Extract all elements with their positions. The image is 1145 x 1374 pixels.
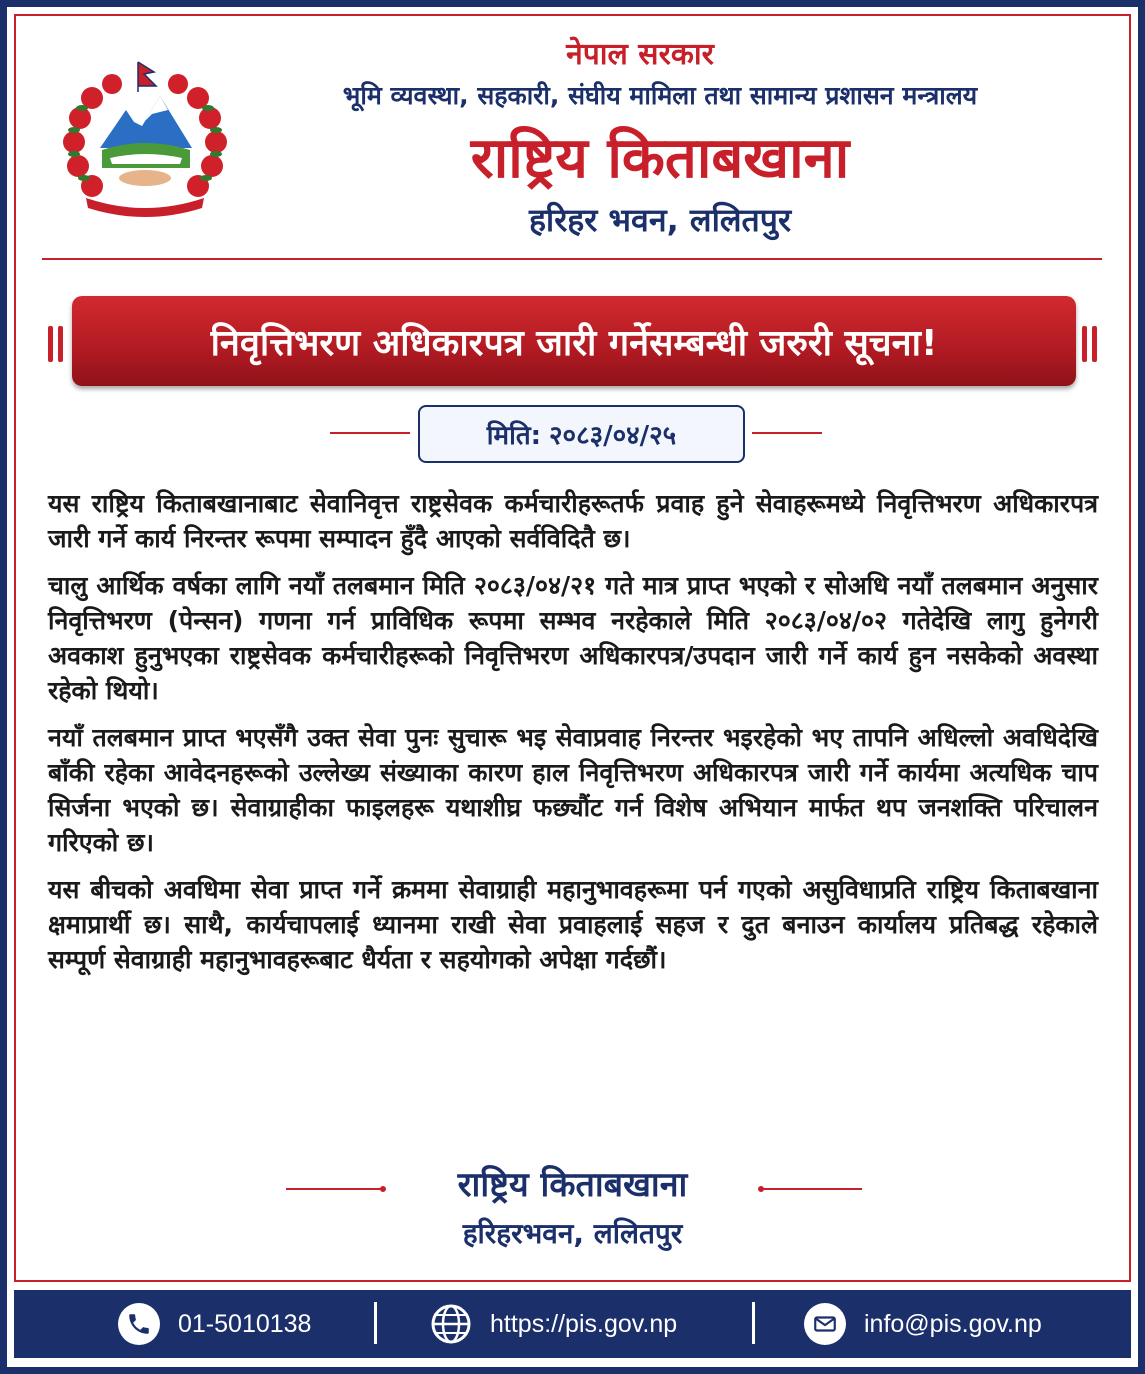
notice-title: निवृत्तिभरण अधिकारपत्र जारी गर्नेसम्बन्धी जरुरी सूचना! xyxy=(210,322,938,364)
signature-address: हरिहरभवन, ललितपुर xyxy=(462,1217,683,1250)
phone-icon xyxy=(118,1303,160,1345)
phone-number: 01-5010138 xyxy=(178,1309,312,1338)
date-box xyxy=(418,405,745,463)
banner-left-tick xyxy=(58,326,63,362)
contact-footer xyxy=(14,1290,1131,1358)
banner-right-tick xyxy=(1082,326,1087,362)
mail-icon xyxy=(804,1303,846,1345)
ministry-name: भूमि व्यवस्था, सहकारी, संघीय मामिला तथा सामान्य प्रशासन मन्त्रालय xyxy=(342,81,978,110)
notice-body xyxy=(48,486,1098,989)
footer-separator xyxy=(374,1302,377,1344)
banner-left-tick xyxy=(48,326,53,362)
globe-icon xyxy=(430,1303,472,1345)
office-name: राष्ट्रिय किताबखाना xyxy=(470,126,850,191)
body-paragraph: नयाँ तलबमान प्राप्त भएसँगै उक्त सेवा पुनः सुचारू भइ सेवाप्रवाह निरन्तर भइरहेको भए तापनि अधिल्लो अवधिदेखि बाँकी रहेका आवेदनहरूको उल्लेख्य संख्याका कारण हाल निवृत्तिभरण अधिकारपत्र जारी गर्ने कार्यमा अत्यधिक चाप सिर्जना भएको छ। सेवाग्राहीका फाइलहरू यथाशीघ्र फछ्यौंट गर्न विशेष अभियान मार्फत थप जनशक्ति परिचालन गरिएको छ। xyxy=(48,723,1098,857)
footer-website[interactable] xyxy=(430,1290,677,1358)
office-address: हरिहर भवन, ललितपुर xyxy=(528,201,792,239)
signature-left-rule xyxy=(286,1188,382,1190)
header-divider xyxy=(42,258,1102,260)
nepal-government-emblem xyxy=(52,52,238,220)
signature-right-rule xyxy=(762,1188,862,1190)
signature-office: राष्ट्रिय किताबखाना xyxy=(457,1165,688,1205)
date-label: मिति: xyxy=(486,421,542,451)
website-link[interactable]: https://pis.gov.np xyxy=(490,1309,678,1338)
date-left-rule xyxy=(330,432,410,434)
email-link[interactable]: info@pis.gov.np xyxy=(864,1309,1042,1338)
body-paragraph: चालु आर्थिक वर्षका लागि नयाँ तलबमान मिति २०८३/०४/२१ गते मात्र प्राप्त भएको र सोअधि नयाँ तलबमान अनुसार निवृत्तिभरण (पेन्सन) गणना गर्न प्राविधिक रूपमा सम्भव नरहेकाले मिति २०८३/०४/०२ गतेदेखि लागु हुनेगरी अवकाश हुनुभएका राष्ट्रसेवक कर्मचारीहरूको निवृत्तिभरण अधिकारपत्र/उपदान जारी गर्ने कार्य हुन नसकेको अवस्था रहेको थियो। xyxy=(48,571,1098,705)
notice-title-banner xyxy=(72,296,1076,386)
government-name: नेपाल सरकार xyxy=(566,37,714,72)
body-paragraph: यस बीचको अवधिमा सेवा प्राप्त गर्ने क्रममा सेवाग्राही महानुभावहरूमा पर्न गएको असुविधाप्रति राष्ट्रिय किताबखाना क्षमाप्रार्थी छ। साथै, कार्यचापलाई ध्यानमा राखी सेवा प्रवाहलाई सहज र दुत बनाउन कार्यालय प्रतिबद्ध रहेकाले सम्पूर्ण सेवाग्राही महानुभावहरूबाट धैर्यता र सहयोगको अपेक्षा गर्दछौं। xyxy=(48,875,1098,974)
banner-right-tick xyxy=(1092,326,1097,362)
footer-email[interactable] xyxy=(804,1290,1042,1358)
footer-separator xyxy=(752,1302,755,1344)
date-value: २०८३/०४/२५ xyxy=(549,421,677,451)
body-paragraph: यस राष्ट्रिय किताबखानाबाट सेवानिवृत्त राष्ट्रसेवक कर्मचारीहरूतर्फ प्रवाह हुने सेवाहरूमध्ये निवृत्तिभरण अधिकारपत्र जारी गर्ने कार्य निरन्तर रूपमा सम्पादन हुँदै आएको सर्वविदितै छ। xyxy=(48,489,1098,553)
date-right-rule xyxy=(752,432,822,434)
footer-phone[interactable] xyxy=(118,1290,311,1358)
